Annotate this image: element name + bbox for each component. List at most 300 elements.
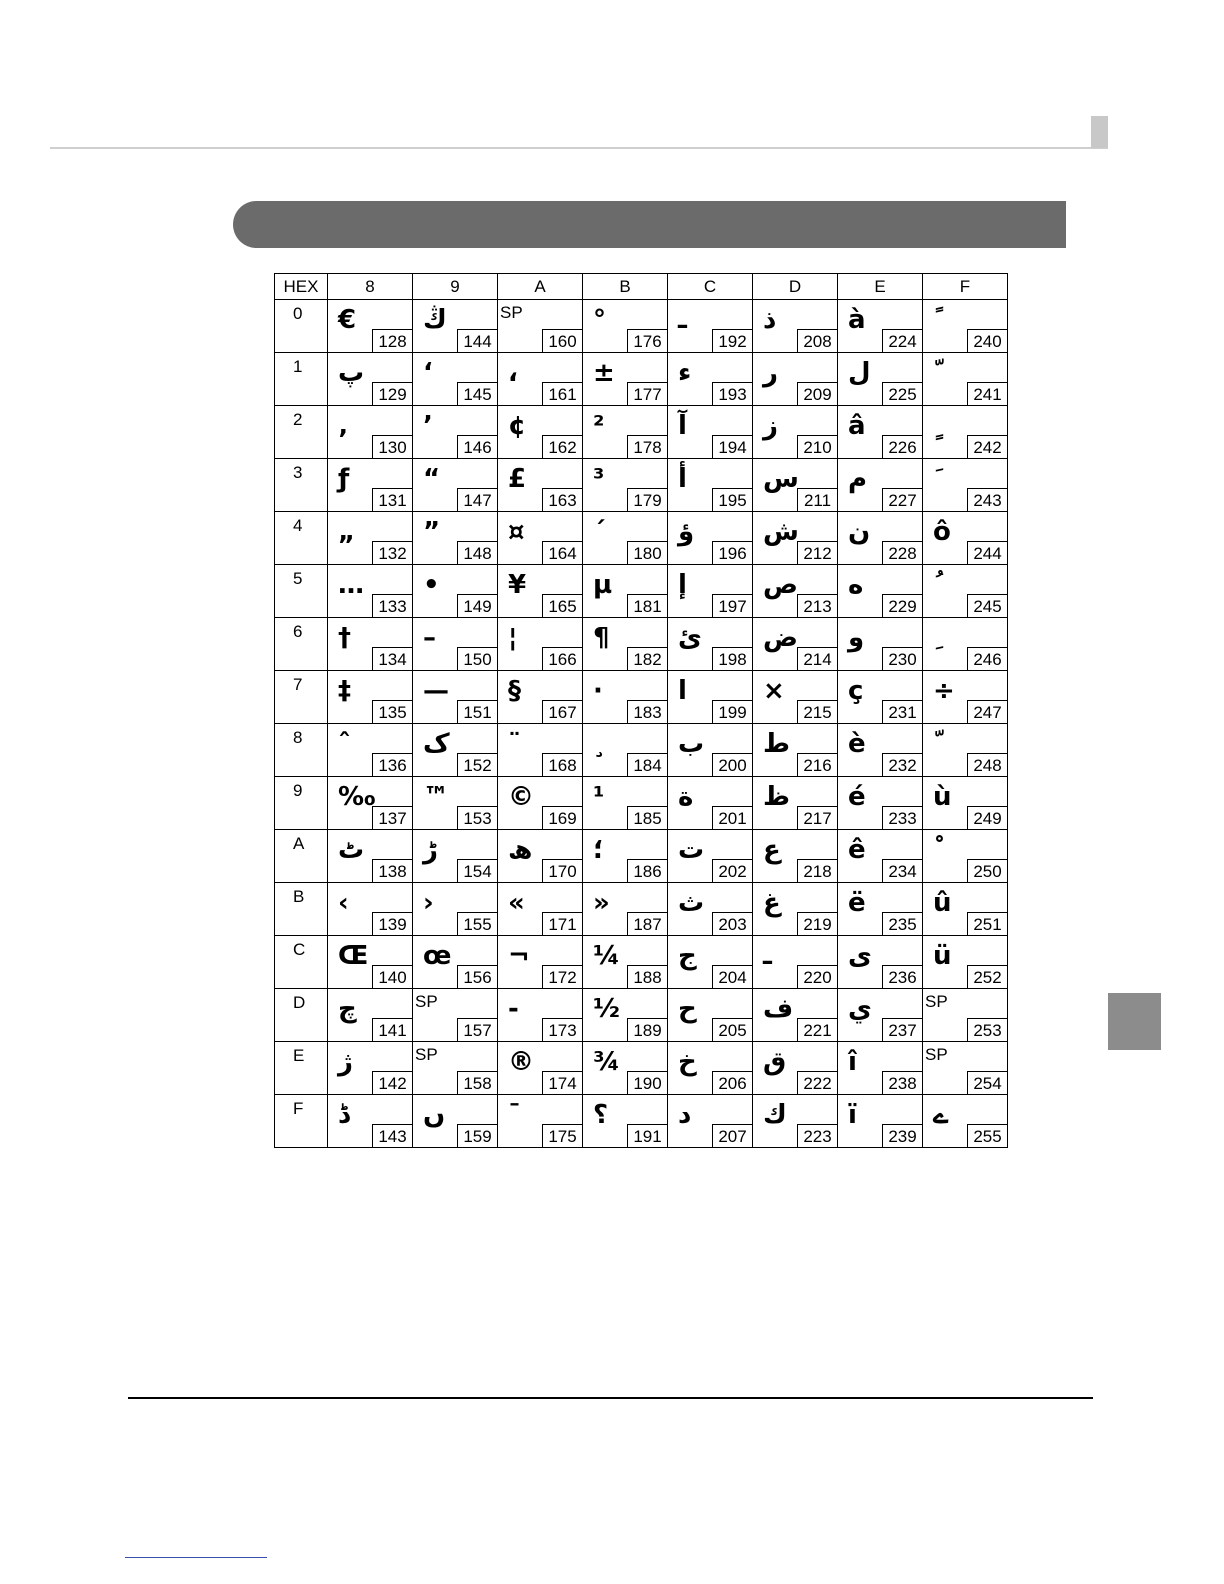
- decimal-code: 163: [542, 488, 582, 511]
- decimal-code: 237: [882, 1018, 922, 1041]
- character-glyph: ش: [763, 517, 799, 547]
- code-cell: [328, 989, 413, 1042]
- decimal-code: 131: [372, 488, 412, 511]
- character-glyph: ے: [933, 1100, 949, 1130]
- decimal-code: 227: [882, 488, 922, 511]
- character-glyph: ½: [593, 994, 620, 1024]
- code-cell: [583, 989, 668, 1042]
- code-cell: [753, 300, 838, 353]
- table-row: [275, 459, 1008, 512]
- code-cell: [753, 989, 838, 1042]
- code-cell: [923, 1042, 1008, 1095]
- code-cell: [668, 724, 753, 777]
- decimal-code: 206: [712, 1071, 752, 1094]
- character-glyph: ‡: [338, 676, 351, 706]
- table-row: [275, 777, 1008, 830]
- decimal-code: 179: [627, 488, 667, 511]
- character-glyph: è: [848, 729, 866, 759]
- code-cell: [668, 1042, 753, 1095]
- code-cell: [328, 724, 413, 777]
- code-cell: [413, 883, 498, 936]
- character-glyph: ں: [423, 1100, 446, 1130]
- decimal-code: 249: [967, 806, 1007, 829]
- code-cell: [668, 459, 753, 512]
- character-glyph: ¨: [508, 729, 521, 759]
- code-cell: [498, 565, 583, 618]
- character-glyph: خ: [678, 1047, 697, 1077]
- character-glyph: ÷: [933, 676, 955, 706]
- code-cell: [413, 300, 498, 353]
- code-cell: [583, 459, 668, 512]
- code-cell: [583, 406, 668, 459]
- footer-link-underline[interactable]: [125, 1557, 267, 1558]
- code-cell: [328, 512, 413, 565]
- decimal-code: 181: [627, 594, 667, 617]
- chapter-tab: [1108, 993, 1161, 1050]
- decimal-code: 157: [457, 1018, 497, 1041]
- character-glyph: ›: [423, 888, 434, 918]
- code-cell: [328, 459, 413, 512]
- decimal-code: 220: [797, 965, 837, 988]
- character-glyph: SP: [415, 992, 438, 1011]
- character-glyph: ¹: [593, 782, 605, 812]
- code-cell: [838, 618, 923, 671]
- character-glyph: ڭ: [423, 305, 447, 335]
- code-cell: [668, 1095, 753, 1148]
- decimal-code: 172: [542, 965, 582, 988]
- code-cell: [583, 777, 668, 830]
- code-cell: [583, 671, 668, 724]
- decimal-code: 229: [882, 594, 922, 617]
- code-cell: [498, 883, 583, 936]
- header-tab-marker: [1091, 116, 1108, 148]
- character-glyph: ç: [848, 676, 864, 706]
- decimal-code: 223: [797, 1124, 837, 1147]
- code-cell: [498, 1095, 583, 1148]
- decimal-code: 193: [712, 382, 752, 405]
- character-glyph: ز: [763, 411, 778, 441]
- decimal-code: 197: [712, 594, 752, 617]
- character-glyph: ص: [763, 570, 798, 600]
- character-glyph: –: [423, 623, 436, 653]
- code-cell: [583, 883, 668, 936]
- decimal-code: 178: [627, 435, 667, 458]
- code-cell: [753, 565, 838, 618]
- decimal-code: 142: [372, 1071, 412, 1094]
- decimal-code: 165: [542, 594, 582, 617]
- character-glyph: ¯: [508, 1100, 521, 1130]
- code-cell: [753, 512, 838, 565]
- code-cell: [838, 830, 923, 883]
- decimal-code: 167: [542, 700, 582, 723]
- decimal-code: 228: [882, 541, 922, 564]
- code-cell: [413, 1095, 498, 1148]
- decimal-code: 154: [457, 859, 497, 882]
- character-glyph: ³: [593, 464, 605, 494]
- code-cell: [413, 724, 498, 777]
- code-cell: [923, 353, 1008, 406]
- decimal-code: 162: [542, 435, 582, 458]
- character-glyph: ل: [848, 358, 871, 388]
- decimal-code: 238: [882, 1071, 922, 1094]
- character-glyph: ²: [593, 411, 605, 441]
- code-cell: [413, 512, 498, 565]
- character-glyph: ”: [423, 517, 441, 547]
- code-cell: [498, 777, 583, 830]
- table-row: [275, 883, 1008, 936]
- decimal-code: 185: [627, 806, 667, 829]
- character-glyph: î: [848, 1047, 857, 1077]
- decimal-code: 168: [542, 753, 582, 776]
- code-cell: [328, 300, 413, 353]
- decimal-code: 137: [372, 806, 412, 829]
- code-cell: [498, 353, 583, 406]
- code-cell: [583, 512, 668, 565]
- code-cell: [668, 300, 753, 353]
- decimal-code: 176: [627, 329, 667, 352]
- decimal-code: 191: [627, 1124, 667, 1147]
- code-cell: [923, 671, 1008, 724]
- character-glyph: »: [593, 888, 610, 918]
- decimal-code: 221: [797, 1018, 837, 1041]
- code-cell: [583, 353, 668, 406]
- character-glyph: ر: [763, 358, 778, 388]
- character-glyph: ـ: [678, 305, 687, 335]
- code-cell: [583, 300, 668, 353]
- character-glyph: آ: [678, 411, 687, 441]
- decimal-code: 183: [627, 700, 667, 723]
- row-label: 3: [275, 459, 328, 512]
- character-glyph: ؛: [593, 835, 604, 865]
- character-glyph: ¸: [593, 729, 606, 759]
- character-glyph: ¼: [593, 941, 620, 971]
- decimal-code: 235: [882, 912, 922, 935]
- decimal-code: 148: [457, 541, 497, 564]
- decimal-code: 212: [797, 541, 837, 564]
- code-cell: [668, 512, 753, 565]
- character-glyph: ذ: [763, 305, 777, 335]
- code-cell: [668, 406, 753, 459]
- table-row: [275, 1042, 1008, 1095]
- character-glyph: ڈ: [338, 1100, 350, 1130]
- code-cell: [498, 724, 583, 777]
- character-glyph: ى: [848, 941, 872, 971]
- character-glyph: ض: [763, 623, 798, 653]
- code-cell: [838, 353, 923, 406]
- character-glyph: ‘: [423, 358, 433, 388]
- row-label: 8: [275, 724, 328, 777]
- decimal-code: 180: [627, 541, 667, 564]
- code-cell: [328, 618, 413, 671]
- decimal-code: 182: [627, 647, 667, 670]
- decimal-code: 244: [967, 541, 1007, 564]
- decimal-code: 252: [967, 965, 1007, 988]
- code-cell: [498, 936, 583, 989]
- character-glyph: µ: [593, 570, 613, 600]
- decimal-code: 236: [882, 965, 922, 988]
- decimal-code: 251: [967, 912, 1007, 935]
- decimal-code: 195: [712, 488, 752, 511]
- decimal-code: 203: [712, 912, 752, 935]
- character-glyph: ت: [678, 835, 705, 865]
- decimal-code: 232: [882, 753, 922, 776]
- code-cell: [668, 353, 753, 406]
- character-glyph: †: [338, 623, 351, 653]
- decimal-code: 246: [967, 647, 1007, 670]
- column-header: 9: [413, 274, 498, 300]
- character-glyph: ·: [593, 676, 603, 706]
- decimal-code: 225: [882, 382, 922, 405]
- code-cell: [583, 565, 668, 618]
- decimal-code: 132: [372, 541, 412, 564]
- character-glyph: ×: [763, 676, 785, 706]
- character-glyph: إ: [678, 570, 687, 600]
- code-cell: [838, 512, 923, 565]
- row-label: E: [275, 1042, 328, 1095]
- decimal-code: 187: [627, 912, 667, 935]
- column-header: A: [498, 274, 583, 300]
- character-glyph: à: [848, 305, 866, 335]
- decimal-code: 253: [967, 1018, 1007, 1041]
- code-cell: [328, 671, 413, 724]
- code-cell: [838, 1095, 923, 1148]
- character-glyph: ü: [933, 941, 952, 971]
- decimal-code: 207: [712, 1124, 752, 1147]
- code-cell: [838, 724, 923, 777]
- character-glyph: £: [508, 464, 527, 494]
- decimal-code: 224: [882, 329, 922, 352]
- decimal-code: 151: [457, 700, 497, 723]
- character-glyph: ث: [678, 888, 705, 918]
- character-glyph: ژ: [338, 1047, 353, 1077]
- character-glyph: ،: [508, 358, 518, 388]
- decimal-code: 174: [542, 1071, 582, 1094]
- decimal-code: 199: [712, 700, 752, 723]
- character-glyph: ق: [763, 1047, 787, 1077]
- character-glyph: ’: [423, 411, 433, 441]
- decimal-code: 149: [457, 594, 497, 617]
- decimal-code: 161: [542, 382, 582, 405]
- code-cell: [923, 830, 1008, 883]
- decimal-code: 214: [797, 647, 837, 670]
- decimal-code: 138: [372, 859, 412, 882]
- character-glyph: •: [423, 570, 440, 600]
- decimal-code: 145: [457, 382, 497, 405]
- code-cell: [328, 883, 413, 936]
- column-header: 8: [328, 274, 413, 300]
- row-label: 0: [275, 300, 328, 353]
- code-cell: [583, 618, 668, 671]
- character-glyph: ¾: [593, 1047, 620, 1077]
- code-cell: [328, 353, 413, 406]
- code-cell: [838, 565, 923, 618]
- character-glyph: ¤: [508, 517, 525, 547]
- character-glyph: ï: [848, 1100, 857, 1130]
- code-cell: [498, 618, 583, 671]
- row-label: C: [275, 936, 328, 989]
- row-label: F: [275, 1095, 328, 1148]
- decimal-code: 169: [542, 806, 582, 829]
- code-cell: [753, 671, 838, 724]
- header-row: [275, 274, 1008, 300]
- character-glyph: ب: [678, 729, 705, 759]
- character-glyph: ئ: [678, 623, 702, 653]
- character-glyph: û: [933, 888, 952, 918]
- decimal-code: 210: [797, 435, 837, 458]
- decimal-code: 240: [967, 329, 1007, 352]
- code-cell: [668, 830, 753, 883]
- character-glyph: Œ: [338, 941, 369, 971]
- code-cell: [923, 565, 1008, 618]
- character-glyph: ح: [678, 994, 697, 1024]
- decimal-code: 255: [967, 1124, 1007, 1147]
- table-row: [275, 671, 1008, 724]
- code-cell: [328, 830, 413, 883]
- section-title-bar: [233, 201, 1066, 248]
- code-cell: [753, 459, 838, 512]
- character-glyph: ؟: [593, 1100, 609, 1130]
- code-cell: [413, 406, 498, 459]
- character-glyph: é: [848, 782, 866, 812]
- character-glyph: ه: [848, 570, 864, 600]
- character-glyph: ي: [848, 994, 872, 1024]
- code-cell: [413, 618, 498, 671]
- code-cell: [753, 353, 838, 406]
- decimal-code: 143: [372, 1124, 412, 1147]
- character-glyph: SP: [925, 992, 948, 1011]
- code-cell: [838, 300, 923, 353]
- code-cell: [668, 565, 753, 618]
- decimal-code: 186: [627, 859, 667, 882]
- column-header: E: [838, 274, 923, 300]
- code-cell: [923, 777, 1008, 830]
- code-cell: [583, 724, 668, 777]
- table-row: [275, 936, 1008, 989]
- code-cell: [838, 1042, 923, 1095]
- code-cell: [413, 936, 498, 989]
- decimal-code: 201: [712, 806, 752, 829]
- row-label: 6: [275, 618, 328, 671]
- decimal-code: 215: [797, 700, 837, 723]
- decimal-code: 160: [542, 329, 582, 352]
- character-glyph: ©: [508, 782, 534, 812]
- row-label: A: [275, 830, 328, 883]
- character-glyph: غ: [763, 888, 781, 918]
- code-cell: [328, 777, 413, 830]
- decimal-code: 150: [457, 647, 497, 670]
- character-glyph: ô: [933, 517, 951, 547]
- character-glyph: ¦: [508, 623, 518, 653]
- character-glyph: ھ: [508, 835, 533, 865]
- code-cell: [413, 1042, 498, 1095]
- row-label: 1: [275, 353, 328, 406]
- decimal-code: 208: [797, 329, 837, 352]
- code-cell: [668, 618, 753, 671]
- code-cell: [838, 989, 923, 1042]
- character-glyph: ƒ: [338, 464, 350, 494]
- code-cell: [413, 353, 498, 406]
- decimal-code: 134: [372, 647, 412, 670]
- code-cell: [413, 777, 498, 830]
- character-glyph: ‰: [338, 782, 376, 812]
- character-glyph: ؤ: [678, 517, 695, 547]
- code-cell: [838, 459, 923, 512]
- code-cell: [753, 724, 838, 777]
- decimal-code: 164: [542, 541, 582, 564]
- character-glyph: و: [848, 623, 865, 653]
- character-glyph: ˆ: [338, 729, 351, 759]
- row-label: 9: [275, 777, 328, 830]
- code-cell: [923, 618, 1008, 671]
- decimal-code: 250: [967, 859, 1007, 882]
- column-header: C: [668, 274, 753, 300]
- character-glyph: §: [508, 676, 521, 706]
- decimal-code: 217: [797, 806, 837, 829]
- decimal-code: 248: [967, 753, 1007, 776]
- character-glyph: ظ: [763, 782, 791, 812]
- decimal-code: 175: [542, 1124, 582, 1147]
- code-cell: [498, 459, 583, 512]
- row-label: 4: [275, 512, 328, 565]
- code-cell: [498, 671, 583, 724]
- code-cell: [583, 1095, 668, 1148]
- column-header: B: [583, 274, 668, 300]
- code-cell: [923, 1095, 1008, 1148]
- decimal-code: 147: [457, 488, 497, 511]
- code-cell: [668, 989, 753, 1042]
- code-cell: [923, 989, 1008, 1042]
- code-cell: [753, 936, 838, 989]
- character-glyph: س: [763, 464, 799, 494]
- code-cell: [838, 671, 923, 724]
- code-cell: [668, 671, 753, 724]
- code-cell: [498, 830, 583, 883]
- character-glyph: ن: [848, 517, 871, 547]
- row-label: 2: [275, 406, 328, 459]
- character-glyph: ـ: [763, 941, 772, 971]
- character-glyph: —: [423, 676, 449, 706]
- character-glyph: ع: [763, 835, 781, 865]
- character-glyph: €: [338, 305, 357, 335]
- table-row: [275, 830, 1008, 883]
- decimal-code: 130: [372, 435, 412, 458]
- character-glyph: ء: [678, 358, 692, 388]
- character-glyph: ¢: [508, 411, 527, 441]
- character-glyph: ‹: [338, 888, 349, 918]
- code-cell: [753, 830, 838, 883]
- decimal-code: 129: [372, 382, 412, 405]
- character-glyph: ا: [678, 676, 687, 706]
- character-glyph: ‚: [338, 411, 348, 441]
- code-cell: [753, 1042, 838, 1095]
- code-cell: [668, 883, 753, 936]
- character-glyph: پ: [338, 358, 365, 388]
- code-cell: [923, 459, 1008, 512]
- row-label: D: [275, 989, 328, 1042]
- code-cell: [923, 724, 1008, 777]
- character-glyph: ¥: [508, 570, 527, 600]
- decimal-code: 136: [372, 753, 412, 776]
- decimal-code: 177: [627, 382, 667, 405]
- decimal-code: 216: [797, 753, 837, 776]
- decimal-code: 156: [457, 965, 497, 988]
- character-glyph: œ: [423, 941, 452, 971]
- decimal-code: 146: [457, 435, 497, 458]
- character-glyph: ف: [763, 994, 794, 1024]
- decimal-code: 200: [712, 753, 752, 776]
- character-glyph: °: [593, 305, 606, 335]
- character-glyph: SP: [415, 1045, 438, 1064]
